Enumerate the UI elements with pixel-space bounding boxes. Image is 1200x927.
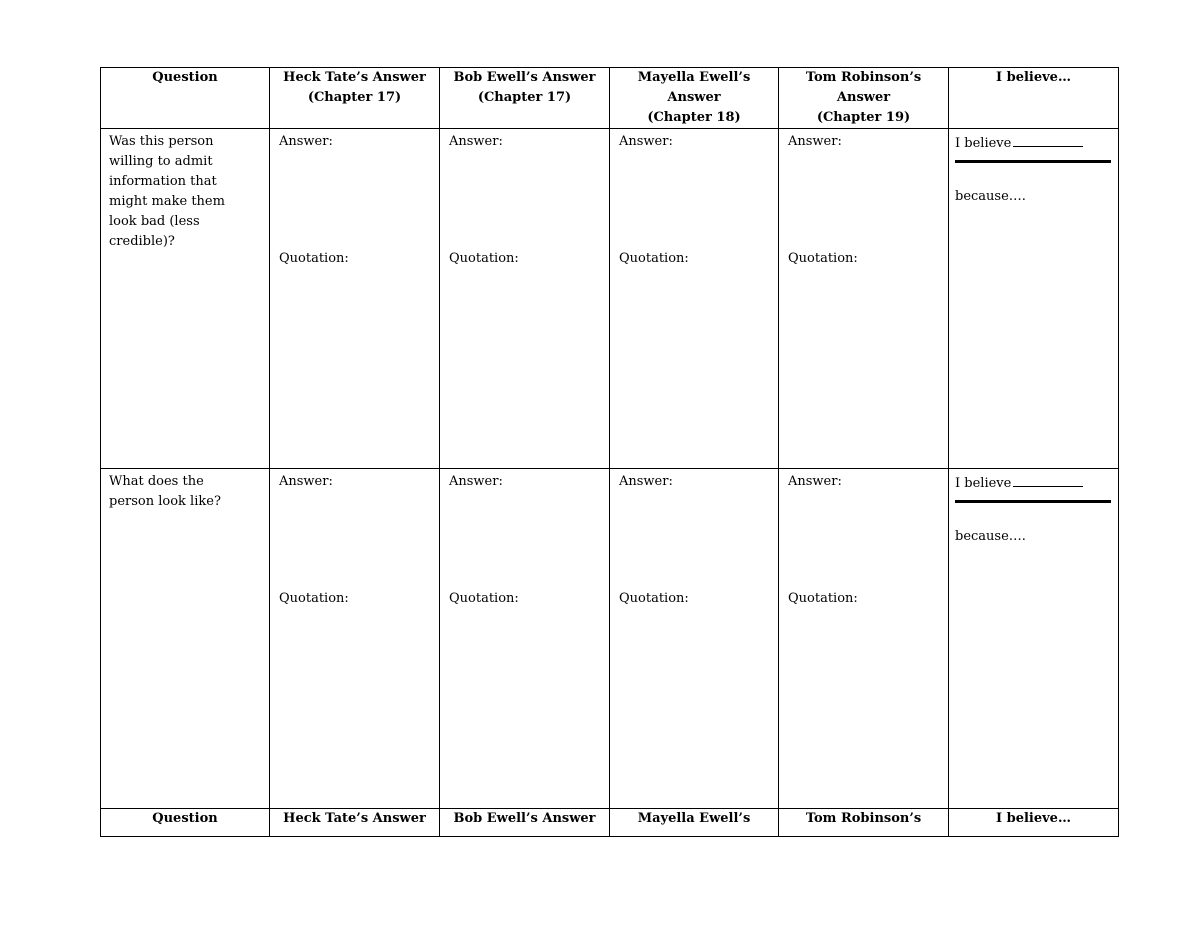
bob-ewell-answer-cell[interactable] (440, 469, 610, 809)
header-question: Question (101, 68, 270, 129)
header-i-believe: I believe… (949, 68, 1119, 129)
i-believe-line: I believe (955, 132, 1083, 154)
header-bob-ewell: Bob Ewell’s Answer (Chapter 17) (440, 68, 610, 129)
header-row (101, 68, 1119, 129)
repeated-header-row (101, 809, 1119, 837)
heck-tate-answer-cell[interactable] (270, 469, 440, 809)
because-label: because…. (955, 529, 1026, 544)
answer-label: Answer: (619, 474, 673, 489)
mayella-ewell-answer-cell[interactable] (610, 469, 779, 809)
i-believe-cell[interactable] (949, 129, 1119, 469)
answer-label: Answer: (279, 474, 333, 489)
quotation-label: Quotation: (279, 591, 349, 606)
answer-label: Answer: (619, 134, 673, 149)
answer-label: Answer: (449, 474, 503, 489)
question-cell: Was this person willing to admit information that might make them look bad (less credible)? (101, 129, 270, 469)
quotation-label: Quotation: (788, 591, 858, 606)
table-row (101, 129, 1119, 469)
footer-heck-tate: Heck Tate’s Answer (270, 809, 440, 837)
footer-tom-robinson: Tom Robinson’s (779, 809, 949, 837)
header-tom-robinson: Tom Robinson’s Answer (Chapter 19) (779, 68, 949, 129)
quotation-label: Quotation: (788, 251, 858, 266)
bob-ewell-answer-cell[interactable] (440, 129, 610, 469)
i-believe-line: I believe (955, 472, 1083, 494)
tom-robinson-answer-cell[interactable] (779, 129, 949, 469)
header-heck-tate: Heck Tate’s Answer (Chapter 17) (270, 68, 440, 129)
answer-label: Answer: (788, 134, 842, 149)
answer-rule (955, 160, 1111, 163)
because-label: because…. (955, 189, 1026, 204)
footer-i-believe: I believe… (949, 809, 1119, 837)
i-believe-cell[interactable] (949, 469, 1119, 809)
answer-label: Answer: (449, 134, 503, 149)
quotation-label: Quotation: (279, 251, 349, 266)
quotation-label: Quotation: (449, 591, 519, 606)
quotation-label: Quotation: (449, 251, 519, 266)
blank-line[interactable] (1013, 132, 1083, 147)
table-row (101, 469, 1119, 809)
quotation-label: Quotation: (619, 251, 689, 266)
footer-mayella-ewell: Mayella Ewell’s (610, 809, 779, 837)
answer-rule (955, 500, 1111, 503)
heck-tate-answer-cell[interactable] (270, 129, 440, 469)
answer-label: Answer: (279, 134, 333, 149)
footer-bob-ewell: Bob Ewell’s Answer (440, 809, 610, 837)
blank-line[interactable] (1013, 472, 1083, 487)
footer-question: Question (101, 809, 270, 837)
quotation-label: Quotation: (619, 591, 689, 606)
tom-robinson-answer-cell[interactable] (779, 469, 949, 809)
header-mayella-ewell: Mayella Ewell’s Answer (Chapter 18) (610, 68, 779, 129)
question-cell: What does the person look like? (101, 469, 270, 809)
witness-credibility-table (100, 67, 1119, 837)
answer-label: Answer: (788, 474, 842, 489)
mayella-ewell-answer-cell[interactable] (610, 129, 779, 469)
